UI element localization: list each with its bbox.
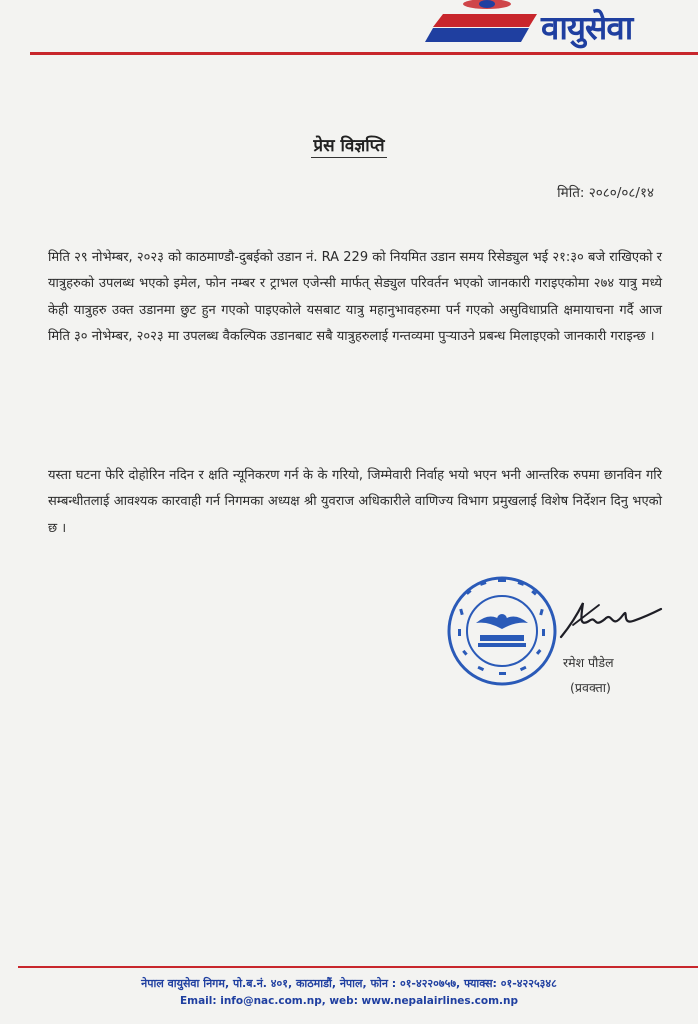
- airline-flag-logo-icon: [425, 0, 537, 44]
- signer-name: रमेश पौडेल: [563, 655, 614, 670]
- body-paragraph-1: मिति २९ नोभेम्बर, २०२३ को काठमाण्डौ-दुबईको उडान नं. RA 229 को नियमित उडान समय रिसेड्युल भई २१:३० बजे राखिएको र यात्रुहरुको उपलब्ध भएको इमेल, फोन नम्बर र ट्राभल एजेन्सी मार्फत् सेड्युल परिवर्तन भएको जानकारी गराइएकोमा २७४ यात्रु मध्ये केही यात्रुहरु उक्त उडानमा छुट हुन गएको पाइएकोले यसबाट यात्रु महानुभावहरुमा पर्न गएको असुविधाप्रति क्षमायाचना गर्दै आज मिति ३० नोभेम्बर, २०२३ मा उपलब्ध वैकल्पिक उडानबाट सबै यात्रुहरुलाई गन्तव्यमा पुऱ्याउने प्रबन्ध मिलाइएको जानकारी गराइन्छ ।: [48, 250, 662, 344]
- footer-divider: [18, 966, 698, 968]
- body-paragraph-2: यस्ता घटना फेरि दोहोरिन नदिन र क्षति न्यूनिकरण गर्न के के गरियो, जिम्मेवारी निर्वाह भयो भएन भनी आन्तरिक रुपमा छानविन गरि सम्बन्धीतलाई आवश्यक कारवाही गर्न निगमका अध्यक्ष श्री युवराज अधिकारीले वाणिज्य विभाग प्रमुखलाई विशेष निर्देशन दिनु भएको छ ।: [48, 468, 662, 536]
- page-title-text: प्रेस विज्ञप्ति: [313, 136, 385, 156]
- release-date: मिति: २०८०/०८/१४: [557, 185, 654, 201]
- page-title: [0, 133, 698, 156]
- footer-address: नेपाल वायुसेवा निगम, पो.ब.नं. ४०१, काठमाडौं, नेपाल, फोन : ०१-४२२०७५७, फ्याक्स: ०१-४२२५३४८: [141, 977, 557, 990]
- header-divider: [30, 52, 698, 55]
- handwritten-signature: [553, 595, 663, 645]
- signer-role: (प्रवक्ता): [570, 680, 611, 695]
- official-seal-icon: [446, 575, 558, 687]
- footer-contact: Email: info@nac.com.np, web: www.nepalairlines.com.np: [179, 995, 519, 1007]
- brand-name: वायुसेवा: [541, 8, 633, 47]
